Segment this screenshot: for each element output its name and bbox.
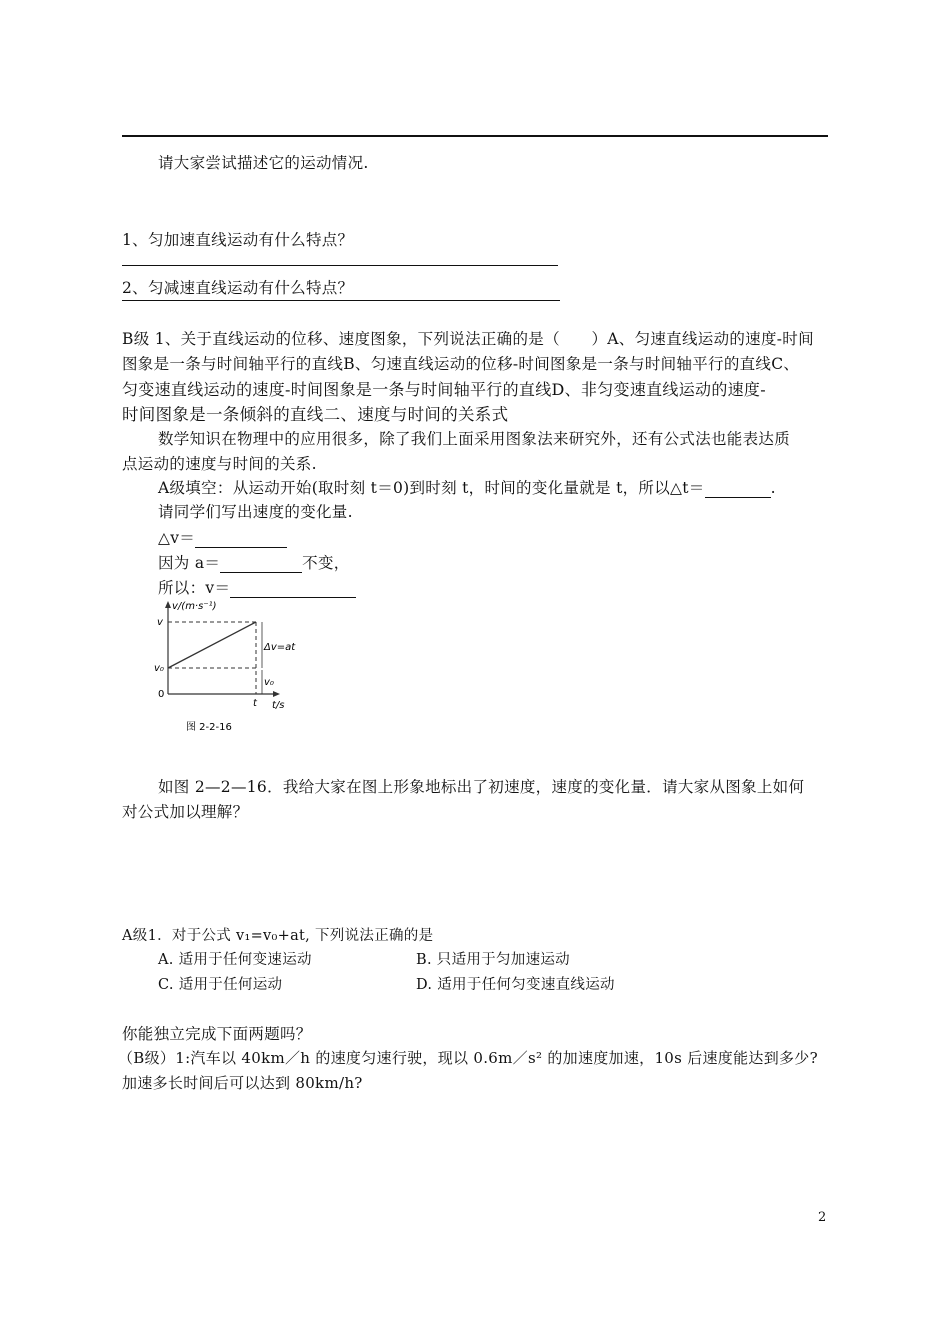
velocity-line [168,622,256,668]
a1-option-d[interactable]: D. 适用于任何匀变速直线运动 [416,977,615,993]
math-line-2: 点运动的速度与时间的关系. [122,455,317,473]
x-axis-label: t/s [272,700,285,711]
b1-line-3: 匀变速直线运动的速度-时间图象是一条与时间轴平行的直线D、非匀变速直线运动的速度- [122,380,766,399]
indep-line-2: 加速多长时间后可以达到 80km/h? [122,1074,363,1092]
v0-right-label: v₀ [264,677,274,688]
figure-caption: 图 2-2-16 [186,722,232,733]
x-axis-arrow [273,691,280,697]
dv-row [158,526,287,548]
a-row [158,551,350,573]
fill-line-1 [158,476,776,498]
math-line-1: 数学知识在物理中的应用很多，除了我们上面采用图象法来研究外，还有公式法也能表达质 [158,430,791,448]
question-2: 2、匀减速直线运动有什么特点？ [122,279,354,297]
page-number: 2 [818,1210,827,1225]
answer-line-2 [122,300,560,301]
dv-blank[interactable] [195,531,287,548]
delta-t-blank[interactable] [705,481,771,498]
origin-label: 0 [158,689,165,700]
dv-label: △v＝ [158,529,196,547]
a1-option-b[interactable]: B. 只适用于匀加速运动 [416,952,570,968]
y-axis-arrow [165,601,171,608]
fill-line-2: 请同学们写出速度的变化量. [158,503,353,521]
velocity-time-figure [148,598,298,754]
a1-option-c[interactable]: C. 适用于任何运动 [158,977,283,993]
unchanged-label: 不变， [302,554,350,572]
because-a-label: 因为 a＝ [158,554,221,572]
fig-text-line-1: 如图 2—2—16．我给大家在图上形象地标出了初速度，速度的变化量．请大家从图象上如何 [158,778,805,796]
v-row [158,576,356,598]
y-axis-label: v/(m·s⁻¹) [172,601,217,612]
v-label: v [157,617,163,628]
question-1: 1、匀加速直线运动有什么特点？ [122,231,354,249]
b1-line-2: 图象是一条与时间轴平行的直线B、匀速直线运动的位移-时间图象是一条与时间轴平行的直线C、 [122,355,800,373]
fig-text-line-2: 对公式加以理解？ [122,803,249,821]
a1-question: A级1．对于公式 v₁=v₀+at, 下列说法正确的是 [122,928,434,944]
fill-line-1-text: A级填空：从运动开始(取时刻 t＝0)到时刻 t，时间的变化量就是 t，所以△t＝ [158,479,705,497]
fill-line-1-end: . [770,479,776,497]
indep-title: 你能独立完成下面两题吗？ [122,1025,312,1043]
b1-line-4: 时间图象是一条倾斜的直线二、速度与时间的关系式 [122,405,509,424]
so-v-label: 所以：v＝ [158,579,231,597]
v0-label: v₀ [154,663,164,674]
a-blank[interactable] [220,556,302,573]
v-blank[interactable] [230,581,356,598]
dv-label: Δv=at [264,642,296,653]
indep-line-1: （B级）1:汽车以 40km／h 的速度匀速行驶，现以 0.6m／s² 的加速度加速，10s 后速度能达到多少? [118,1049,818,1067]
intro-text: 请大家尝试描述它的运动情况. [158,154,369,172]
header-rule [122,135,828,137]
answer-line-1 [122,265,558,266]
a1-option-a[interactable]: A. 适用于任何变速运动 [158,952,312,968]
b1-line-1: B级 1、关于直线运动的位移、速度图象，下列说法正确的是（ ）A、匀速直线运动的速度-时间 [122,330,814,348]
t-label: t [253,698,257,709]
